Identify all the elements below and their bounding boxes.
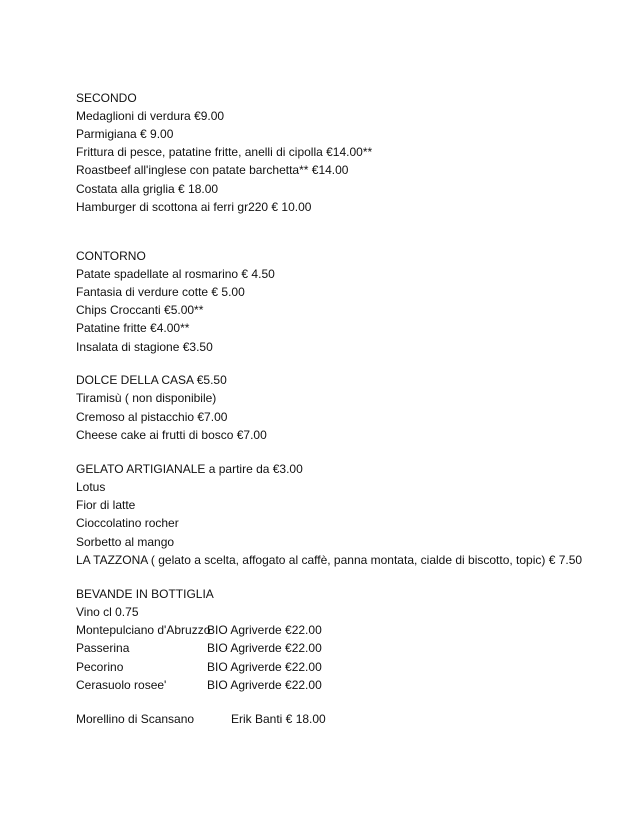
menu-item: Medaglioni di verdura €9.00	[76, 109, 225, 123]
menu-item: Roastbeef all'inglese con patate barchetta** €14.00	[76, 163, 349, 177]
menu-item: Cioccolatino rocher	[76, 516, 179, 530]
wine-producer-price: BIO Agriverde €22.00	[207, 678, 322, 692]
wine-producer-price: BIO Agriverde €22.00	[207, 660, 322, 674]
menu-item: Cheese cake ai frutti di bosco €7.00	[76, 428, 267, 442]
menu-item: Lotus	[76, 480, 106, 494]
wine-name: Cerasuolo rosee'	[76, 678, 167, 692]
menu-item: Patate spadellate al rosmarino € 4.50	[76, 267, 275, 281]
wine-name: Passerina	[76, 641, 130, 655]
menu-item: Sorbetto al mango	[76, 535, 175, 549]
menu-item: Hamburger di scottona ai ferri gr220 € 10.00	[76, 200, 312, 214]
wine-producer-price: BIO Agriverde €22.00	[207, 623, 322, 637]
section-heading-dolce: DOLCE DELLA CASA €5.50	[76, 373, 227, 387]
menu-item: Costata alla griglia € 18.00	[76, 182, 219, 196]
wine-name: Pecorino	[76, 660, 124, 674]
menu-item: Parmigiana € 9.00	[76, 127, 174, 141]
section-heading-contorno: CONTORNO	[76, 249, 146, 263]
section-heading-secondo: SECONDO	[76, 91, 137, 105]
menu-item: Frittura di pesce, patatine fritte, anelli di cipolla €14.00**	[76, 145, 373, 159]
wine-name: Morellino di Scansano	[76, 712, 195, 726]
wine-producer-price: BIO Agriverde €22.00	[207, 641, 322, 655]
menu-item: Cremoso al pistacchio €7.00	[76, 410, 228, 424]
menu-item: Patatine fritte €4.00**	[76, 321, 190, 335]
section-heading-bevande: BEVANDE IN BOTTIGLIA	[76, 587, 214, 601]
wine-name: Montepulciano d'Abruzzo	[76, 623, 211, 637]
menu-item: Chips Croccanti €5.00**	[76, 303, 204, 317]
wine-subheading: Vino cl 0.75	[76, 605, 139, 619]
menu-item: Tiramisù ( non disponibile)	[76, 391, 217, 405]
menu-item: Fior di latte	[76, 498, 136, 512]
menu-item: LA TAZZONA ( gelato a scelta, affogato al caffè, panna montata, cialde di biscotto, topic) € 7.50	[76, 553, 583, 567]
section-heading-gelato: GELATO ARTIGIANALE a partire da €3.00	[76, 462, 303, 476]
menu-item: Insalata di stagione €3.50	[76, 340, 213, 354]
wine-producer-price: Erik Banti € 18.00	[231, 712, 326, 726]
menu-item: Fantasia di verdure cotte € 5.00	[76, 285, 245, 299]
